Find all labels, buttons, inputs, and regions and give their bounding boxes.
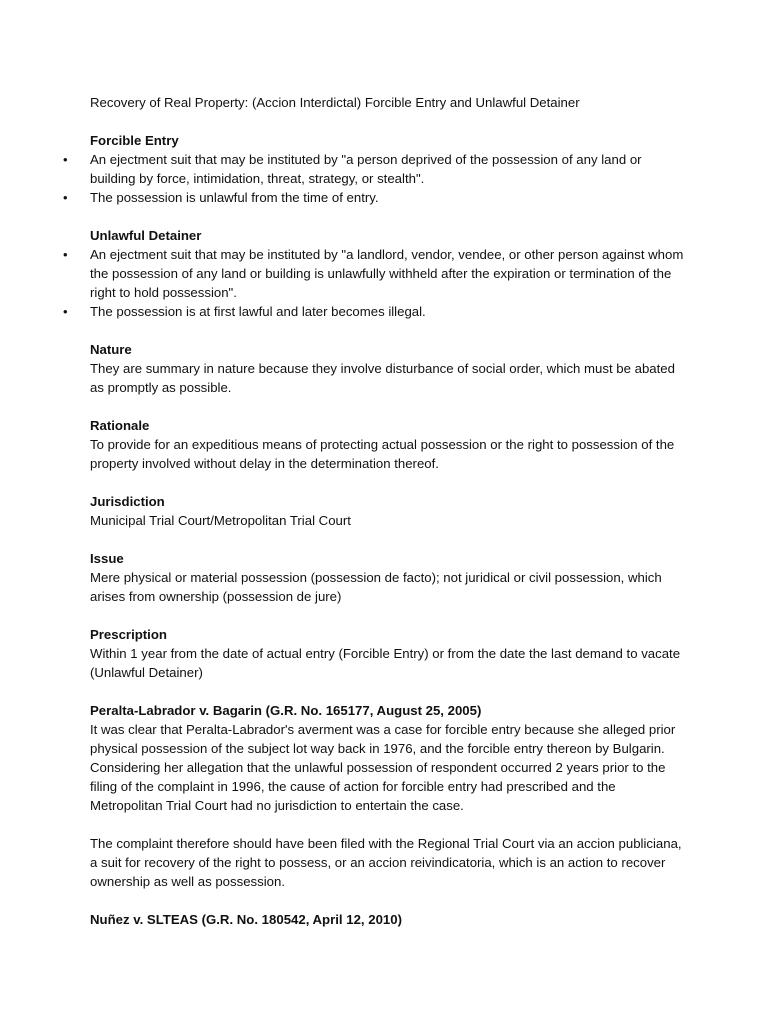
document-title: Recovery of Real Property: (Accion Interdictal) Forcible Entry and Unlawful Detainer bbox=[90, 95, 580, 110]
document-body bbox=[63, 93, 690, 948]
section-heading: Prescription bbox=[90, 627, 167, 642]
section-heading: Jurisdiction bbox=[90, 494, 165, 509]
section-text: Mere physical or material possession (possession de facto); not juridical or civil possession, which arises from ownership (possession de jure) bbox=[90, 570, 662, 604]
case-paragraph: The complaint therefore should have been filed with the Regional Trial Court via an accion publiciana, a suit for recovery of the right to possess, or an accion reivindicatoria, which is an action to recover ownership as well as possession. bbox=[90, 836, 682, 889]
bullet-item bbox=[63, 302, 690, 321]
case-nunez bbox=[90, 910, 690, 929]
bullet-list bbox=[63, 150, 690, 207]
bullet-item bbox=[63, 188, 690, 207]
section-jurisdiction bbox=[90, 492, 690, 530]
section-heading: Issue bbox=[90, 551, 124, 566]
section-heading: Forcible Entry bbox=[90, 133, 179, 148]
section-text: Municipal Trial Court/Metropolitan Trial Court bbox=[90, 513, 351, 528]
bullet-item bbox=[63, 150, 690, 188]
bullet-text: An ejectment suit that may be instituted by "a person deprived of the possession of any land or building by force, intimidation, threat, strategy, or stealth". bbox=[90, 152, 642, 186]
case-heading: Peralta-Labrador v. Bagarin (G.R. No. 165177, August 25, 2005) bbox=[90, 703, 482, 718]
bullet-icon: • bbox=[63, 304, 68, 319]
case-peralta-labrador bbox=[90, 701, 690, 891]
section-heading: Nature bbox=[90, 342, 132, 357]
section-heading: Rationale bbox=[90, 418, 150, 433]
section-text: To provide for an expeditious means of protecting actual possession or the right to possession of the property involved without delay in the determination thereof. bbox=[90, 437, 675, 471]
section-nature bbox=[90, 340, 690, 397]
section-text: Within 1 year from the date of actual entry (Forcible Entry) or from the date the last demand to vacate (Unlawful Detainer) bbox=[90, 646, 681, 680]
section-forcible-entry bbox=[63, 131, 690, 207]
bullet-list bbox=[63, 245, 690, 321]
section-issue bbox=[90, 549, 690, 606]
case-heading: Nuñez v. SLTEAS (G.R. No. 180542, April 12, 2010) bbox=[90, 912, 402, 927]
section-heading: Unlawful Detainer bbox=[90, 228, 202, 243]
bullet-icon: • bbox=[63, 247, 68, 262]
section-text: They are summary in nature because they involve disturbance of social order, which must be abated as promptly as possible. bbox=[90, 361, 675, 395]
case-paragraph: It was clear that Peralta-Labrador's averment was a case for forcible entry because she alleged prior physical possession of the subject lot way back in 1976, and the forcible entry thereon by Bulgarin. Considering her allegation that the unlawful possession of respondent occurred 2 years prior to the filing of the complaint in 1996, the cause of action for forcible entry had prescribed and the Metropolitan Trial Court had no jurisdiction to entertain the case. bbox=[90, 722, 676, 813]
bullet-icon: • bbox=[63, 190, 68, 205]
bullet-text: The possession is at first lawful and later becomes illegal. bbox=[90, 304, 426, 319]
bullet-item bbox=[63, 245, 690, 302]
section-rationale bbox=[90, 416, 690, 473]
bullet-text: The possession is unlawful from the time of entry. bbox=[90, 190, 379, 205]
section-prescription bbox=[90, 625, 690, 682]
bullet-icon: • bbox=[63, 152, 68, 167]
bullet-text: An ejectment suit that may be instituted by "a landlord, vendor, vendee, or other person against whom the possession of any land or building is unlawfully withheld after the expiration or termination of the right to hold possession". bbox=[90, 247, 684, 300]
section-unlawful-detainer bbox=[63, 226, 690, 321]
